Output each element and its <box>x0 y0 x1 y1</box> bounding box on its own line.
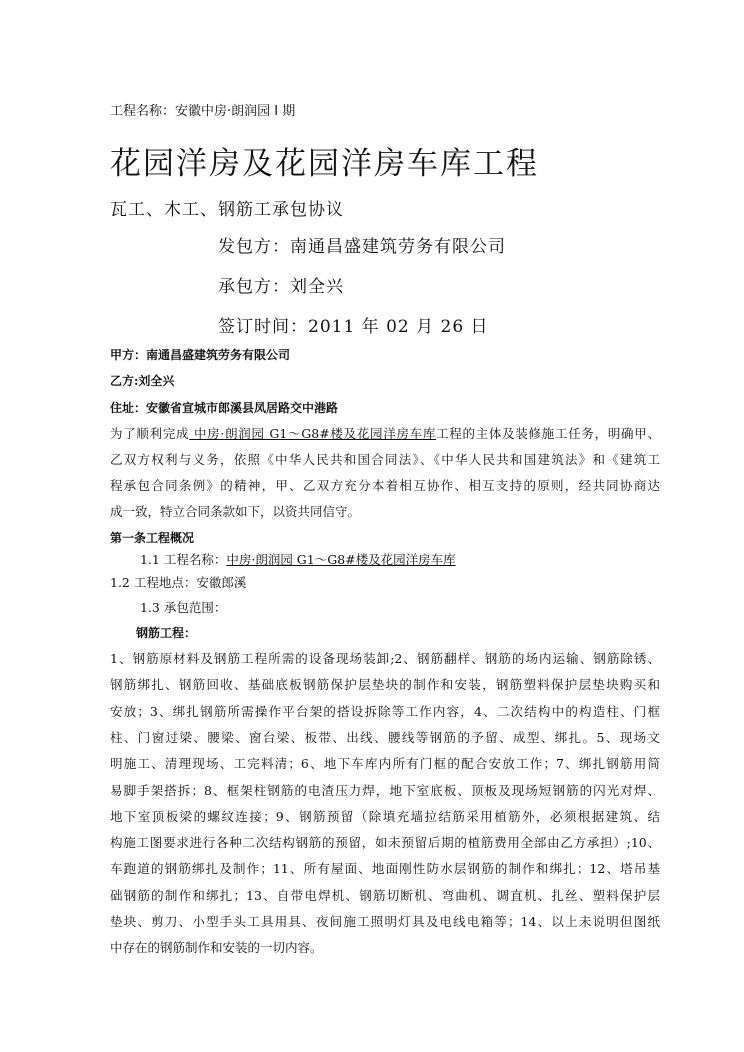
intro-line: 成一致，特立合同条款如下，以资共同信守。 <box>110 504 361 519</box>
employer-line: 发包方：南通昌盛建筑劳务有限公司 <box>218 237 506 257</box>
intro-prefix: 为了顺利完成 <box>110 426 190 441</box>
scope-line: 钢筋绑扎、钢筋回收、基础底板钢筋保护层垫块的制作和安装，钢筋塑料保护层垫块购买和 <box>110 677 660 693</box>
intro-line1-rest: 工程的主体及装修施工任务，明确甲、 <box>436 426 660 441</box>
signing-date-line: 签订时间：2011 年 02 月 26 日 <box>218 317 489 337</box>
document-title: 花园洋房及花园洋房车库工程 <box>110 146 539 182</box>
scope-line: 明施工、清理现场、工完料清；6、地下车库内所有门框的配合安放工作；7、绑扎钢筋用简 <box>110 756 660 772</box>
item-1-1-label: 1.1 工程名称： <box>140 552 227 567</box>
project-name-header: 工程名称：安徽中房·朗润园 I 期 <box>110 104 296 119</box>
item-1-1 <box>140 550 456 568</box>
section1-heading: 第一条工程概况 <box>110 531 195 545</box>
scope-line: 柱、门窗过梁、腰梁、窗台梁、板带、出线、腰线等钢筋的予留、成型、绑扎。5、现场文 <box>110 729 660 745</box>
address: 住址：安徽省宣城市郎溪县凤居路交中港路 <box>110 401 339 415</box>
party-b: 乙方:刘全兴 <box>110 374 175 388</box>
scope-line: 中存在的钢筋制作和安装的一切内容。 <box>110 940 323 956</box>
scope-line: 地下室顶板梁的螺纹连接；9、钢筋预留（除填充墙拉结筋采用植筋外，必须根据建筑、结 <box>110 808 660 824</box>
scope-line: 垫块、剪刀、小型手头工具用具、夜间施工照明灯具及电线电箱等；14、以上未说明但图纸 <box>110 914 660 929</box>
scope-line: 易脚手架搭拆；8、框架柱钢筋的电渣压力焊，地下室底板、顶板及现场短钢筋的闪光对焊、 <box>110 782 660 798</box>
intro-project-name: 中房·朗润园 G1～G8#楼及花园洋房车库 <box>189 426 437 441</box>
scope-line: 安放；3、绑扎钢筋所需操作平台架的搭设拆除等工作内容，4、二次结构中的构造柱、门框 <box>110 703 660 719</box>
item-1-3: 1.3 承包范围： <box>140 600 227 615</box>
scope-line: 础钢筋的制作和绑扎；13、自带电焊机、钢筋切断机、弯曲机、调直机、扎丝、塑料保护层 <box>110 887 660 903</box>
intro-line: 程承包合同条例》的精神，甲、乙双方充分本着相互协作、相互支持的原则，经共同协商达 <box>110 478 660 493</box>
item-1-2: 1.2 工程地点：安徽郎溪 <box>110 575 247 590</box>
scope-line: 构施工图要求进行各种二次结构钢筋的预留，如未预留后期的植筋费用全部由乙方承担）;10、 <box>110 835 660 851</box>
intro-line: 乙双方权利与义务，依照《中华人民共和国合同法》、《中华人民共和国建筑法》和《建筑工 <box>110 452 660 467</box>
intro-line <box>110 424 660 442</box>
item-1-1-value: 中房·朗润园 G1～G8#楼及花园洋房车库 <box>226 552 456 567</box>
contractor-line: 承包方：刘全兴 <box>218 277 344 297</box>
rebar-subheading: 钢筋工程： <box>136 626 197 640</box>
document-subtitle: 瓦工、木工、钢筋工承包协议 <box>110 200 344 220</box>
scope-line: 车跑道的钢筋绑扎及制作；11、所有屋面、地面刚性防水层钢筋的制作和绑扎；12、塔吊基 <box>110 861 660 877</box>
scope-line: 1、钢筋原材料及钢筋工程所需的设备现场装卸;2、钢筋翻样、钢筋的场内运输、钢筋除锈、 <box>110 651 660 666</box>
party-a: 甲方：南通昌盛建筑劳务有限公司 <box>110 348 291 362</box>
